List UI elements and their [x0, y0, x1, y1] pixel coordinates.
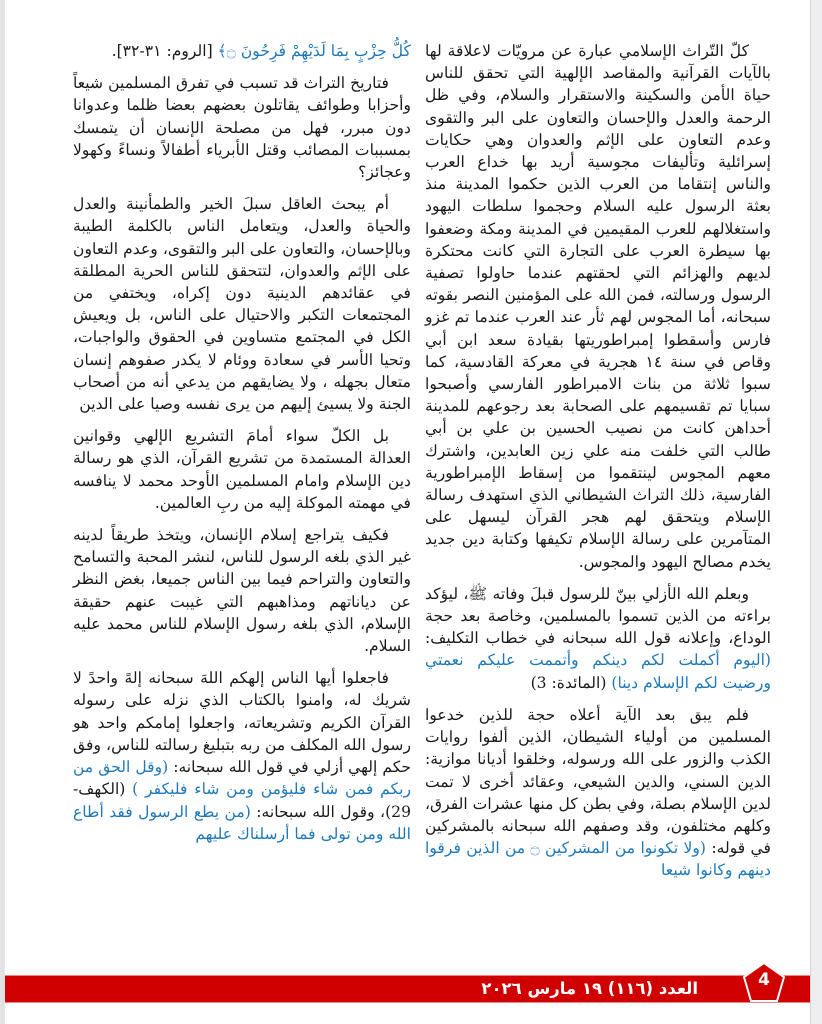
page-edge-right — [810, 0, 822, 1024]
verse-reference: (الكهف- 29)، وقول الله سبحانه: — [73, 780, 411, 821]
article-column-left — [73, 40, 411, 855]
quran-verse: (من يطع الرسول فقد أطاع الله ومن تولى فما أرسلناك عليهم — [73, 802, 411, 843]
paragraph — [73, 40, 411, 62]
paragraph-text: فلم يبق بعد الآية أعلاه حجة للذين خدعوا المسلمين من أولياء الشيطان، الذين ألفوا روايات الكذب والزور على الله ورسوله، وخلقوا أديانا موازية: الدين السني، والدين الشيعي، وعقائد أخرى لا تمت لدين الإسلام بصلة، وفي بطن كل منها عشرات الفرق، وكلهم مختلفون، وقد وصفهم الله سبحانه بالمشركين في قوله: — [425, 705, 771, 858]
footer-bar — [5, 975, 810, 1003]
paragraph: فتاريخ التراث قد تسبب في تفرق المسلمين شيعاً وأحزابا وطوائف يقاتلون بعضهم بعضا ظلما وعدوانا دون مبرر، فهل من مصلحة الإنسان أن يتمسك بمسببات المصائب وقتل الأبرياء أطفالاً ونساءً وكهولا وعجائز؟ — [73, 74, 411, 182]
article-column-right — [425, 40, 771, 892]
verse-reference: [الروم: ٣١-٣٢]. — [111, 42, 218, 60]
issue-info: العدد (١١٦) ١٩ مارس ٢٠٢٦ — [481, 979, 698, 998]
paragraph: فكيف يتراجع إسلام الإنسان، ويتخذ طريقاً لدينه غير الذي بلغه الرسول للناس، لنشر المحبة والتسامح والتعاون والتراحم فيما بين الناس جميعا، بغض النظر عن دياناتهم ومذاهبهم التي غيبت عنهم حقيقة الإسلام، الذي بلغه رسول الإسلام للناس محمد عليه السلام. — [73, 526, 411, 656]
quran-verse: (ولا تكونوا من المشركين ۝ من الذين فرقوا دينهم وكانوا شيعا — [425, 839, 771, 880]
paragraph — [425, 704, 771, 882]
page-number-badge — [743, 962, 785, 1002]
quran-verse: (وقل الحق من ربكم فمن شاء فليؤمن ومن شاء فليكفر ) — [73, 758, 412, 799]
paragraph: بل الكلّ سواء أمامَ التشريع الإلهي وقوانين العدالة المستمدة من تشريع القرآن، الذي هو رسالة دين الإسلام وامام المسلمين الأوحد محمد لا ينافسه في مهمته الموكلة إليه من ربِ العالمين. — [73, 427, 411, 512]
paragraph: أم يبحث العاقل سبلَ الخير والطمأنينة والعدل والحياة والعدل، ويتعامل الناس بالكلمة الطيبة وبالإحسان، والتعاون على البر والتقوى، وعدم التعاون على الإثم والعدوان، لتتحقق للناس الحرية المطلقة في عقائدهم الدينية دون إكراه، ويختفي من المجتمعات التكبر والاحتيال على الناس، بل ويعيش الكل في المجتمع متساوين في الحقوق والواجبات، وتحيا الأسر في سعادة ووئام لا يكدر صفوهم إنسان متعال بجهله ، ولا يضايقهم من يدعي أنه من أصحاب الجنة ولا يسيئ إليهم من يرى نفسه وصيا على الدين — [73, 195, 411, 414]
paragraph — [73, 667, 411, 845]
paragraph-text: فاجعلوا أيها الناس إلهكم اللهَ سبحانه إلهً واحدً لا شريك له، وامنوا بالكتاب الذي نزله على رسوله القرآن الكريم وتشريعاته، واجعلوا إمامكم واحد هو رسول الله المكلف من ربه بتبليغ رسالته للناس، وفق حكم إلهي أزلي في قول الله سبحانه: — [73, 669, 411, 777]
paragraph — [425, 583, 771, 694]
paragraph: كلّ التّراث الإسلامي عبارة عن مرويّات لاعلاقة لها بالآيات القرآنية والمقاصد الإلهية التي تحقق للناس حياة الأمن والسكينة والاستقرار والسلام، وفي ظل الرحمة والعدل والإحسان والتعاون على البر والتقوى وعدم التعاون على الإثم والعدوان وهي حكايات إسرائلية وتأليفات مجوسية أريد بها خداع العرب والناس إنتقاما من العرب الذين حكموا المدينة منذ بعثة الرسول عليه السلام وحجموا سلطات اليهود واستغلالهم للعرب المقيمين في المدينة ومكة وضعفوا بها سيطرة العرب على التجارة التي كانت محتكرة لديهم والهزائم التي لحقتهم عندما حاولوا تصفية الرسول ورسالته، فمن الله على المؤمنين النصر بقوته سبحانه، أما المجوس لهم ثأر عند العرب عندما تم غزو فارس وأسقطوا إمبراطوريتها بقيادة سعد ابن أبي وقاص في سنة ١٤ هجرية في معركة القادسية، كما سبوا ثلاثة من بنات الامبراطور الفارسي وأصبحوا سبايا تم تقسيمهم على الصحابة بعد رجوعهم للمدينة أحداهن كانت من نصيب الحسين بن علي بن أبي طالب التي خلفت منه علي زين العابدين، واشترك معهم المجوس لينتقموا من إسقاط الإمبراطورية الفارسية، ذلك التراث الشيطاني الذي استهدف رسالة الإسلام ويتحقق لهم هجر القرآن ليسهل على المتآمرين على رسالة الإسلام تكيفها وكتابة دين جديد يخدم مصالح اليهود والمجوس. — [425, 42, 771, 571]
quran-verse: (اليوم أكملت لكم دينكم وأتممت عليكم نعمتي ورضيت لكم الإسلام دينا) — [425, 651, 771, 692]
page-edge-left — [0, 0, 5, 1024]
verse-reference: (المائدة: 3) — [530, 673, 612, 692]
quran-verse: كُلُّ حِزْبٍ بِمَا لَدَيْهِمْ فَرِحُونَ ۝﴾ — [217, 42, 411, 60]
page-number: 4 — [758, 970, 770, 990]
paragraph-text: وبعلم الله الأزلي بينّ للرسول قبلَ وفاته ﷺ، ليؤكد براءته من الذين تسموا بالمسلمين، وخاصة بعد حجة الوداع، وإعلانه قول الله سبحانه في خطاب التكليف: — [425, 584, 771, 648]
